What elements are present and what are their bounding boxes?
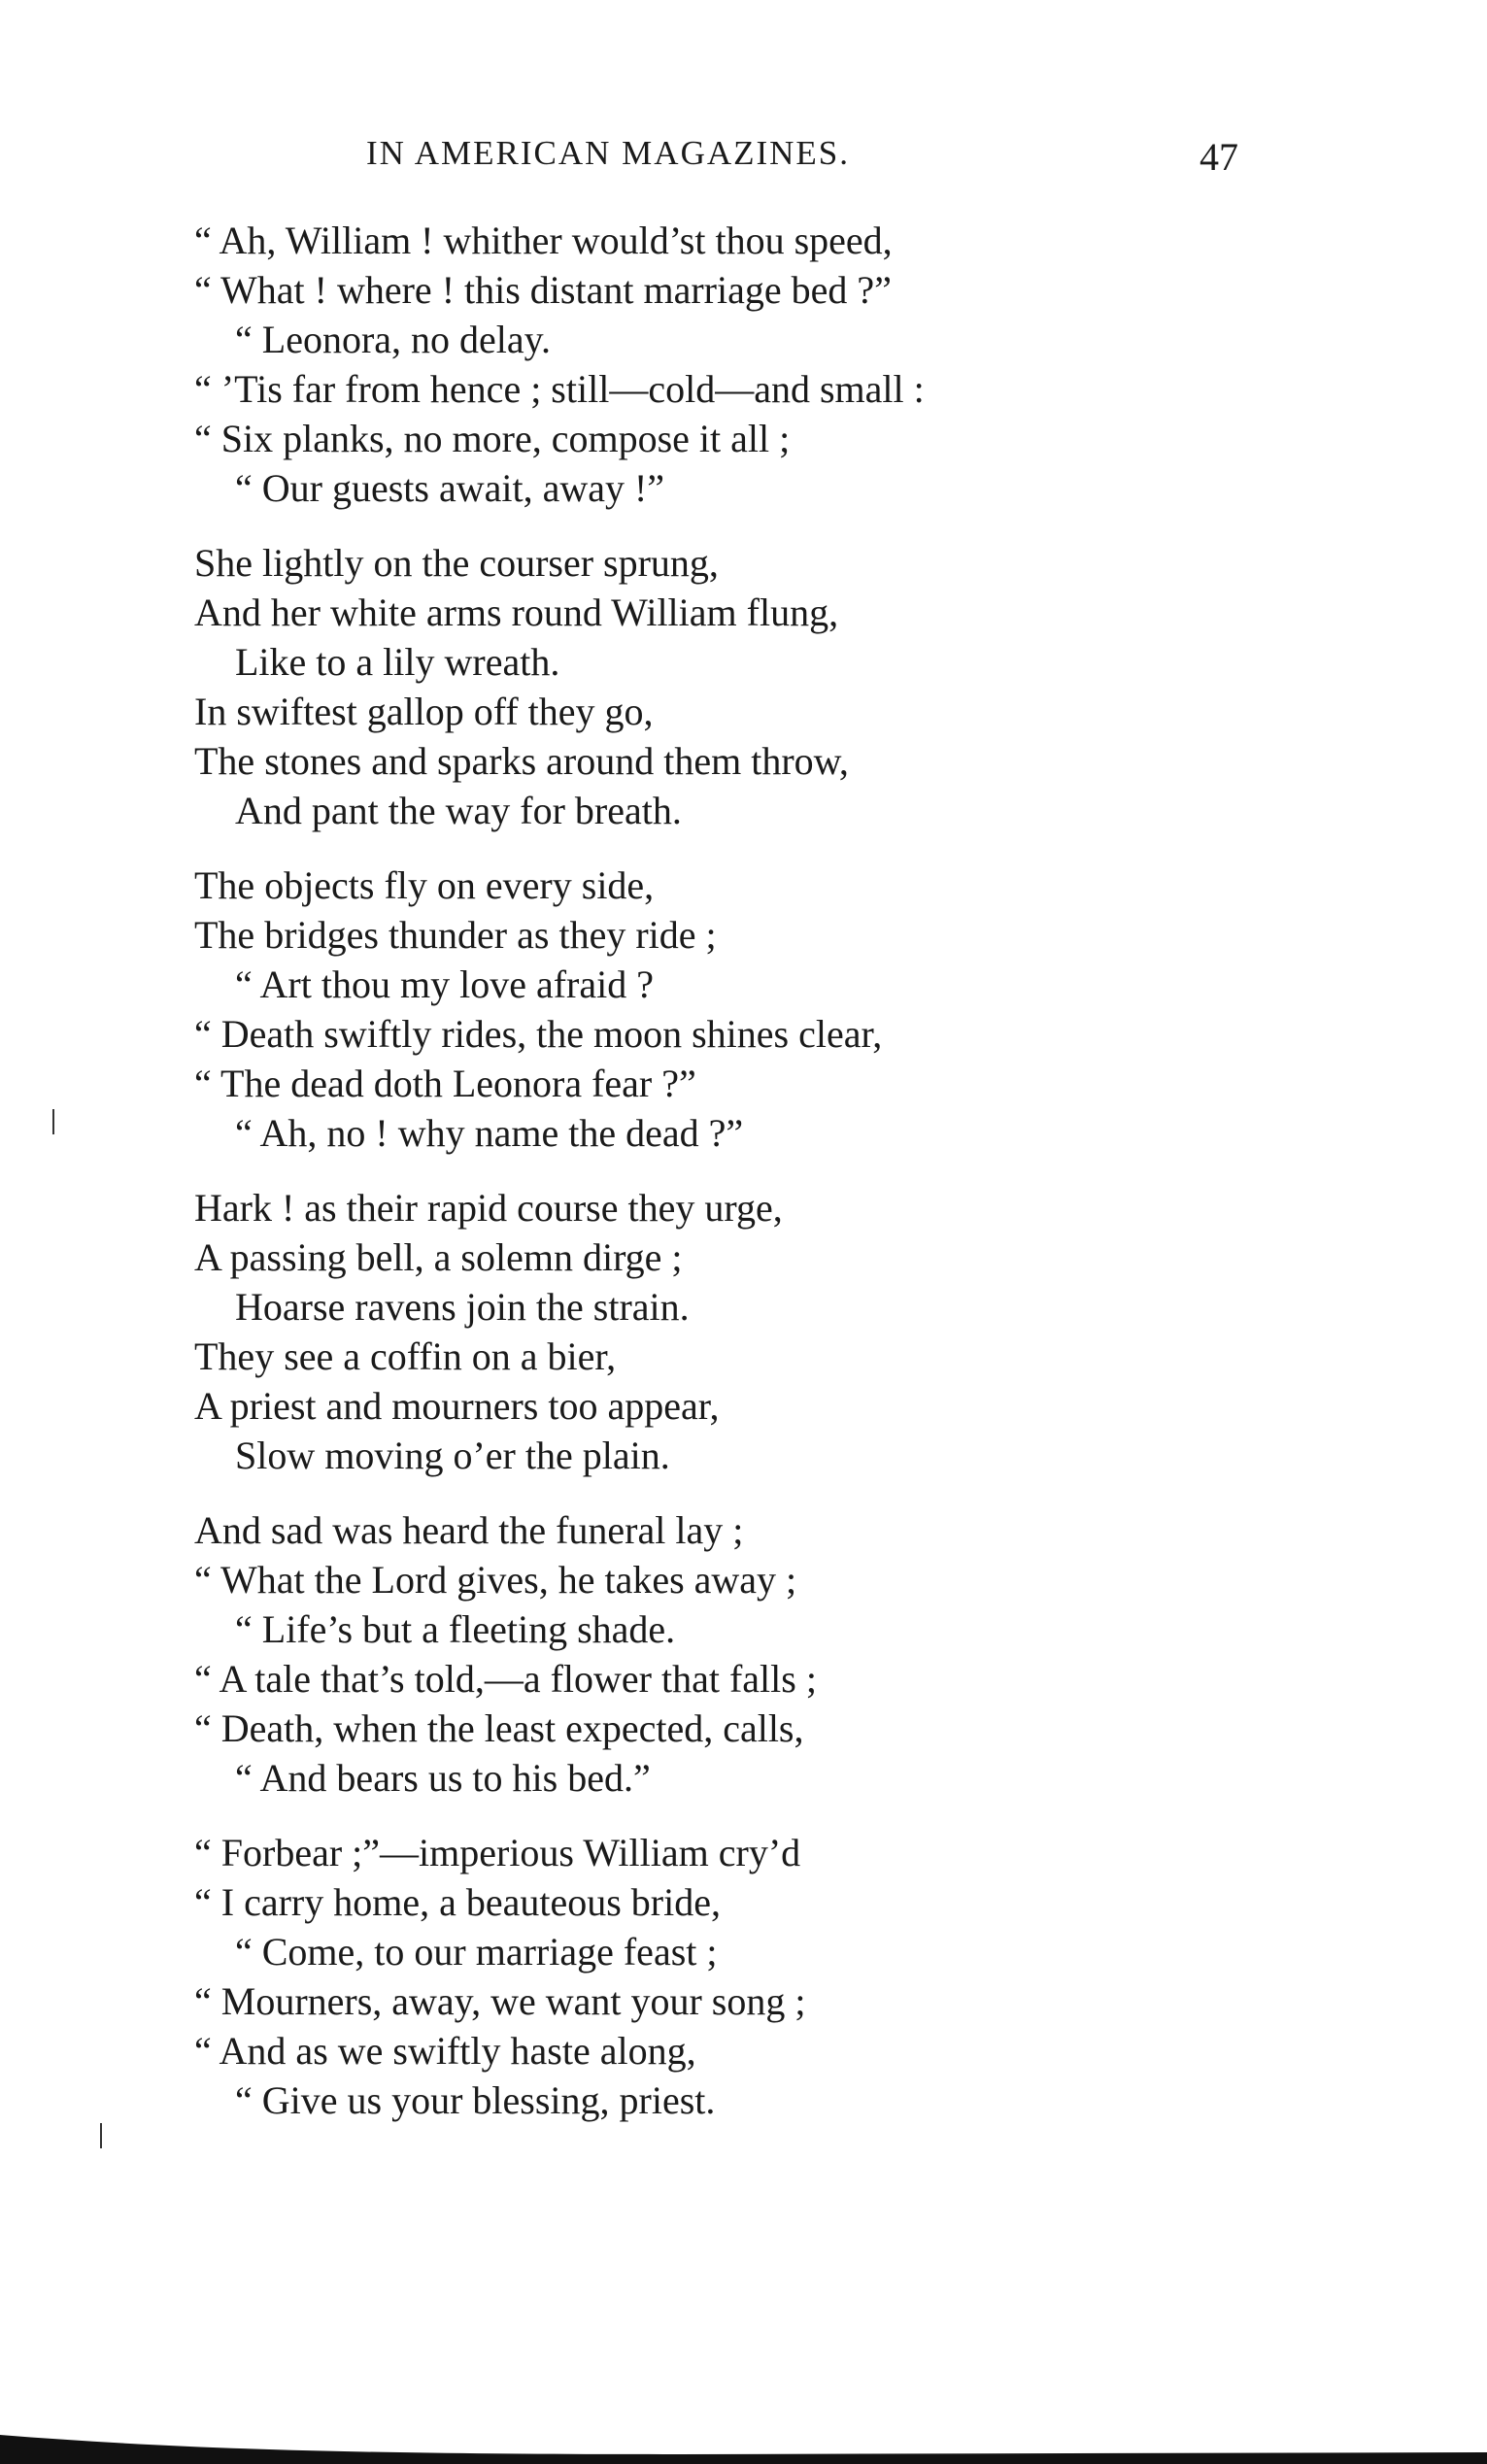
poem-line: And her white arms round William flung, bbox=[194, 591, 839, 634]
poem-line: “ Give us your blessing, priest. bbox=[235, 2078, 716, 2122]
poem-line: The bridges thunder as they ride ; bbox=[194, 913, 717, 957]
page-edge-bar bbox=[0, 2421, 1487, 2464]
margin-mark bbox=[100, 2123, 102, 2148]
running-head-title: IN AMERICAN MAGAZINES. bbox=[366, 134, 851, 172]
poem-line: “ Art thou my love afraid ? bbox=[235, 962, 654, 1006]
poem-body bbox=[194, 216, 1379, 2150]
poem-line: “ Ah, no ! why name the dead ?” bbox=[235, 1111, 744, 1155]
poem-line: “ And as we swiftly haste along, bbox=[194, 2029, 696, 2073]
margin-mark bbox=[52, 1109, 54, 1134]
poem-line: “ And bears us to his bed.” bbox=[235, 1756, 651, 1800]
poem-line: Hark ! as their rapid course they urge, bbox=[194, 1186, 783, 1230]
poem-line: “ Forbear ;”—imperious William cry’d bbox=[194, 1831, 801, 1874]
stanza bbox=[194, 1828, 1379, 2125]
poem-line: “ The dead doth Leonora fear ?” bbox=[194, 1062, 696, 1105]
poem-line: “ Six planks, no more, compose it all ; bbox=[194, 417, 791, 460]
poem-line: A passing bell, a solemn dirge ; bbox=[194, 1235, 683, 1279]
poem-line: And pant the way for breath. bbox=[235, 789, 682, 832]
poem-line: The objects fly on every side, bbox=[194, 863, 655, 907]
page-number: 47 bbox=[1200, 135, 1238, 179]
poem-line: “ Death swiftly rides, the moon shines clear, bbox=[194, 1012, 883, 1056]
poem-line: “ Ah, William ! whither would’st thou speed, bbox=[194, 219, 893, 262]
poem-line: In swiftest gallop off they go, bbox=[194, 690, 654, 733]
poem-line: Slow moving o’er the plain. bbox=[235, 1434, 670, 1477]
stanza bbox=[194, 1505, 1379, 1803]
stanza bbox=[194, 538, 1379, 835]
poem-line: They see a coffin on a bier, bbox=[194, 1334, 617, 1378]
poem-line: And sad was heard the funeral lay ; bbox=[194, 1508, 744, 1552]
poem-line: “ I carry home, a beauteous bride, bbox=[194, 1880, 721, 1924]
poem-line: “ Come, to our marriage feast ; bbox=[235, 1930, 718, 1974]
poem-line: “ What the Lord gives, he takes away ; bbox=[194, 1558, 797, 1602]
poem-line: “ Mourners, away, we want your song ; bbox=[194, 1979, 806, 2023]
poem-line: Hoarse ravens join the strain. bbox=[235, 1285, 690, 1329]
poem-line: “ ’Tis far from hence ; still—cold—and small : bbox=[194, 367, 925, 411]
poem-line: A priest and mourners too appear, bbox=[194, 1384, 720, 1428]
poem-line: The stones and sparks around them throw, bbox=[194, 739, 849, 783]
poem-line: Like to a lily wreath. bbox=[235, 640, 560, 684]
poem-line: “ Our guests await, away !” bbox=[235, 466, 665, 510]
poem-line: “ Leonora, no delay. bbox=[235, 318, 552, 361]
stanza bbox=[194, 861, 1379, 1158]
stanza bbox=[194, 216, 1379, 513]
poem-line: “ Life’s but a fleeting shade. bbox=[235, 1607, 676, 1651]
poem-line: “ What ! where ! this distant marriage bed ?” bbox=[194, 268, 892, 312]
poem-line: She lightly on the courser sprung, bbox=[194, 541, 719, 585]
poem-line: “ Death, when the least expected, calls, bbox=[194, 1706, 804, 1750]
stanza bbox=[194, 1183, 1379, 1480]
poem-line: “ A tale that’s told,—a flower that falls ; bbox=[194, 1657, 817, 1701]
